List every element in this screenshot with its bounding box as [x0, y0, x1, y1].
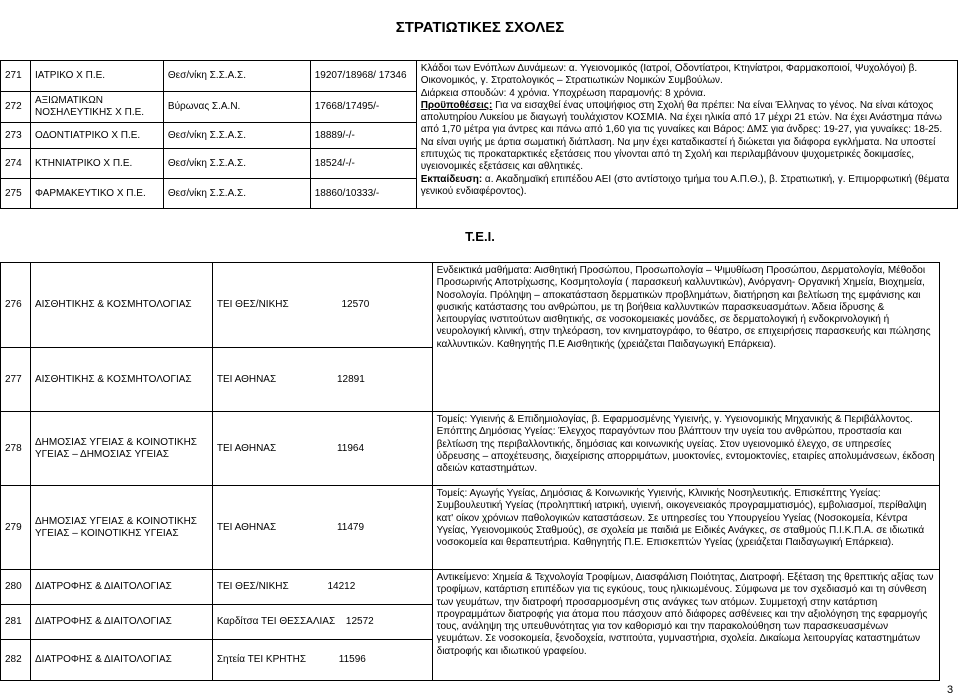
page-title: ΣΤΡΑΤΙΩΤΙΚΕΣ ΣΧΟΛΕΣ: [395, 19, 565, 36]
table-row: [1, 570, 940, 605]
row-number: 279: [1, 486, 31, 570]
department-description: Τομείς: Αγωγής Υγείας, Δημόσιας & Κοινωνικής Υγιεινής, Κλινικής Νοσηλευτικής. Επισκέπτης Υγείας: Συμβουλευτική Υγείας (προληπτική ιατρική, υγιεινή, οικογενειακός προγραμματισμός), εμβολιασμοί, περίθαλψη κατ' οίκον χρόνιων παθολογικών καταστάσεων. Σε υπηρεσίες του Υπουργείου Υγείας (Νοσοκομεία, Κέντρα Υγείας, Υγειονομικούς Σταθμούς), σε σχολεία με παιδιά με Ειδικές Ανάγκες, σε σταθμούς Π.Ι.Κ.Π.Α. σε ιδιωτικά νοσοκομεία και θεραπευτήρια. Καθηγητής Π.Ε. Επισκεπτών Υγείας (χρειάζεται Παιδαγωγική Επάρκεια).: [432, 486, 939, 570]
military-description: [416, 61, 957, 209]
row-number: 278: [1, 412, 31, 486]
school-name: ΦΑΡΜΑΚΕΥΤΙΚΟ Χ Π.Ε.: [30, 179, 163, 209]
department-description: Ενδεικτικά μαθήματα: Αισθητική Προσώπου, Προσωπολογία – Ψιμυθίωση Προσώπου, Δερματολογία, Μέθοδοι Προσωρινής Αποτρίχωσης, Κοσμητολογία ( παρασκευή καλλυντικών), Ανόργανη- Οργανική Χημεία, Βιοχημεία, Νοσολογία. Πρόληψη – αποκατάσταση δερματικών προβλημάτων, διατήρηση και βελτίωση της εμφάνισης και φυσικής κατάστασης του ανθρώπου, με τη βοήθεια καλλυντικών παρασκευασμάτων. Άδεια ίδρυσης & λειτουργίας ινστιτούτων αισθητικής, σε νοσοκομειακές μονάδες, σε δερματολογική ή ενδοκρινολογική ή νευρολογική κλινική, στην τηλεόραση, τον κινηματογράφο, το θέατρο, σε επιχειρήσεις παρασκευής και πώλησης καλλυντικών. Καθηγητής Π.Ε Αισθητικής (χρειάζεται Παιδαγωγική Επάρκεια).: [432, 263, 939, 412]
department-name: ΔΗΜΟΣΙΑΣ ΥΓΕΙΑΣ & ΚΟΙΝΟΤΙΚΗΣ ΥΓΕΙΑΣ – ΔΗΜΟΣΙΑΣ ΥΓΕΙΑΣ: [30, 412, 212, 486]
institution-cell: [212, 640, 432, 681]
training-body: α. Ακαδημαϊκή επιπέδου ΑΕΙ (στο αντίστοιχο τμήμα του Α.Π.Θ.), β. Στρατιωτική, γ. Επιμορφωτική (θέματα γενικού ενδιαφέροντος).: [420, 173, 950, 197]
institution-name: Σητεία ΤΕΙ ΚΡΗΤΗΣ: [216, 654, 307, 665]
department-code: 12891: [336, 373, 365, 385]
institution-name: ΤΕΙ ΘΕΣ/ΝΙΚΗΣ: [216, 299, 289, 310]
school-name: ΚΤΗΝΙΑΤΡΙΚΟ Χ Π.Ε.: [30, 149, 163, 179]
row-number: 274: [1, 149, 31, 179]
row-number: 275: [1, 179, 31, 209]
table-row: [1, 263, 940, 348]
row-number: 271: [1, 61, 31, 92]
row-number: 276: [1, 263, 31, 348]
school-code: 19207/18968/ 17346: [310, 61, 416, 92]
school-code: 18860/10333/-: [310, 179, 416, 209]
institution-name: ΤΕΙ ΑΘΗΝΑΣ: [216, 521, 277, 533]
school-city: Θεσ/νίκη Σ.Σ.Α.Σ.: [163, 179, 310, 209]
school-name: ΙΑΤΡΙΚΟ Χ Π.Ε.: [30, 61, 163, 92]
department-code: 14212: [327, 581, 356, 592]
department-name: ΔΙΑΤΡΟΦΗΣ & ΔΙΑΙΤΟΛΟΓΙΑΣ: [30, 640, 212, 681]
duration-text: Διάρκεια σπουδών: 4 χρόνια. Υποχρέωση παραμονής: 8 χρόνια.: [420, 87, 706, 99]
tei-section-title: Τ.Ε.Ι.: [465, 229, 495, 244]
department-name: ΔΙΑΤΡΟΦΗΣ & ΔΙΑΙΤΟΛΟΓΙΑΣ: [30, 570, 212, 605]
row-number: 272: [1, 92, 31, 123]
institution-cell: [212, 348, 432, 412]
prerequisites-label: Προϋποθέσεις:: [420, 99, 493, 111]
institution-name: ΤΕΙ ΘΕΣ/ΝΙΚΗΣ: [216, 581, 289, 592]
row-number: 282: [1, 640, 31, 681]
tei-table: [0, 262, 940, 681]
institution-cell: [212, 486, 432, 570]
institution-cell: [212, 605, 432, 640]
institution-name: ΤΕΙ ΑΘΗΝΑΣ: [216, 373, 277, 385]
row-number: 273: [1, 123, 31, 149]
institution-cell: [212, 570, 432, 605]
prerequisites-text: [421, 100, 953, 174]
department-name: ΔΗΜΟΣΙΑΣ ΥΓΕΙΑΣ & ΚΟΙΝΟΤΙΚΗΣ ΥΓΕΙΑΣ – ΚΟΙΝΟΤΙΚΗΣ ΥΓΕΙΑΣ: [30, 486, 212, 570]
department-name: ΔΙΑΤΡΟΦΗΣ & ΔΙΑΙΤΟΛΟΓΙΑΣ: [30, 605, 212, 640]
table-row: [1, 412, 940, 486]
table-row: [1, 486, 940, 570]
branches-text: Κλάδοι των Ενόπλων Δυνάμεων: α. Υγειονομικός (Ιατροί, Οδοντίατροι, Κτηνίατροι, Φαρμακοποιοί, Ψυχολόγοι) β. Οικονομικός, γ. Στρατολογικός – Στρατιωτικών Νομικών Συμβούλων.: [420, 63, 918, 87]
school-code: 18889/-/-: [310, 123, 416, 149]
department-description: Τομείς: Υγιεινής & Επιδημιολογίας, β. Εφαρμοσμένης Υγιεινής, γ. Υγειονομικής Μηχανικής & Περιβάλλοντος. Επόπτης Δημόσιας Υγείας: Έλεγχος παραγόντων που βλάπτουν την υγεία του ανθρώπου, προστασία και βελτίωση της περιβαλλοντικής, δημόσιας και κοινωνικής υγείας. Στον υγειονομικό έλεγχο, σε υπηρεσίες ύδρευσης – αποχέτευσης, διαχείρισης απορριμάτων, μυοκτονίες, εντομοκτονίες, εταιρίες απολυμάνσεων, έκδοση αδειών καταστημάτων.: [432, 412, 939, 486]
department-code: 12570: [341, 299, 370, 310]
page-number: 3: [947, 684, 954, 696]
school-code: 18524/-/-: [310, 149, 416, 179]
department-name: ΑΙΣΘΗΤΙΚΗΣ & ΚΟΣΜΗΤΟΛΟΓΙΑΣ: [30, 263, 212, 348]
institution-name: ΤΕΙ ΑΘΗΝΑΣ: [216, 442, 277, 454]
institution-cell: [212, 412, 432, 486]
department-name: ΑΙΣΘΗΤΙΚΗΣ & ΚΟΣΜΗΤΟΛΟΓΙΑΣ: [30, 348, 212, 412]
training-label: Εκπαίδευση:: [420, 173, 483, 185]
department-description: Αντικείμενο: Χημεία & Τεχνολογία Τροφίμων, Διασφάλιση Ποιότητας, Διατροφή. Εξέταση της θρεπτικής αξίας των τροφίμων, κατάρτιση επιπέδων για τις εγκύους, τους ηλικιωμένους. Σύμφωνα με τον σχεδιασμό και τη σύνθεση των γευμάτων, την διατροφή προσαρμοσμένη στις ανάγκες των ατόμων. Συμμετοχή στην κατάρτιση προγραμμάτων διατροφής για άτομα που πάσχουν από διάφορες ασθένειες και την αξιολόγηση της εφαρμογής τους, ανάληψη της υπευθυνότητας για τον καθορισμό και την παρακολούθηση των παρασκευασμένων γευμάτων. Σε νοσοκομεία, ξενοδοχεία, ινστιτούτα, γυμναστήρια, σχολεία. Δικαίωμα λειτουργίας καταστημάτων διατροφής και ιδιωτικού γραφείου.: [432, 570, 939, 681]
training-text: [421, 174, 953, 199]
prerequisites-body: Για να εισαχθεί ένας υποψήφιος στη Σχολή θα πρέπει: Να είναι Έλληνας το γένος. Να είναι κάτοχος απολυτηρίου Λυκείου με διαγωγή τουλάχιστον ΚΟΣΜΙΑ. Να έχει ηλικία από 17 μέχρι 21 ετών. Να έχει Ανάστημα πάνω από 1,70 μέτρα για άντρες και πάνω από 1,60 για τις γυναίκες και Βάρος: ΔΜΣ για άνδρες: 19-27, για γυναίκες: 18-25. Να είναι υγιής με άρτια σωματική διάπλαση. Να μην έχει καταδικαστεί ή διώκεται για διάφορα εγκλήματα. Να υποστεί επιτυχώς τις προκαταρκτικές εξετάσεις που γίνονται από τη Σχολή και περιλαμβάνουν ψυχομετρικές δοκιμασίες, υγειονομικές εξετάσεις και αθλητικές.: [420, 99, 943, 173]
military-schools-table: [0, 60, 958, 209]
institution-name: Καρδίτσα ΤΕΙ ΘΕΣΣΑΛΙΑΣ: [216, 616, 336, 627]
school-name: ΑΞΙΩΜΑΤΙΚΩΝ ΝΟΣΗΛΕΥΤΙΚΗΣ Χ Π.Ε.: [30, 92, 163, 123]
row-number: 280: [1, 570, 31, 605]
institution-cell: [212, 263, 432, 348]
department-code: 12572: [345, 616, 374, 627]
row-number: 281: [1, 605, 31, 640]
school-city: Θεσ/νίκη Σ.Σ.Α.Σ.: [163, 123, 310, 149]
table-row: [1, 61, 958, 92]
school-code: 17668/17495/-: [310, 92, 416, 123]
school-city: Βύρωνας Σ.Α.Ν.: [163, 92, 310, 123]
department-code: 11964: [336, 442, 365, 454]
department-code: 11596: [338, 654, 366, 665]
school-city: Θεσ/νίκη Σ.Σ.Α.Σ.: [163, 61, 310, 92]
department-code: 11479: [336, 521, 365, 533]
school-name: ΟΔΟΝΤΙΑΤΡΙΚΟ Χ Π.Ε.: [30, 123, 163, 149]
school-city: Θεσ/νίκη Σ.Σ.Α.Σ.: [163, 149, 310, 179]
row-number: 277: [1, 348, 31, 412]
